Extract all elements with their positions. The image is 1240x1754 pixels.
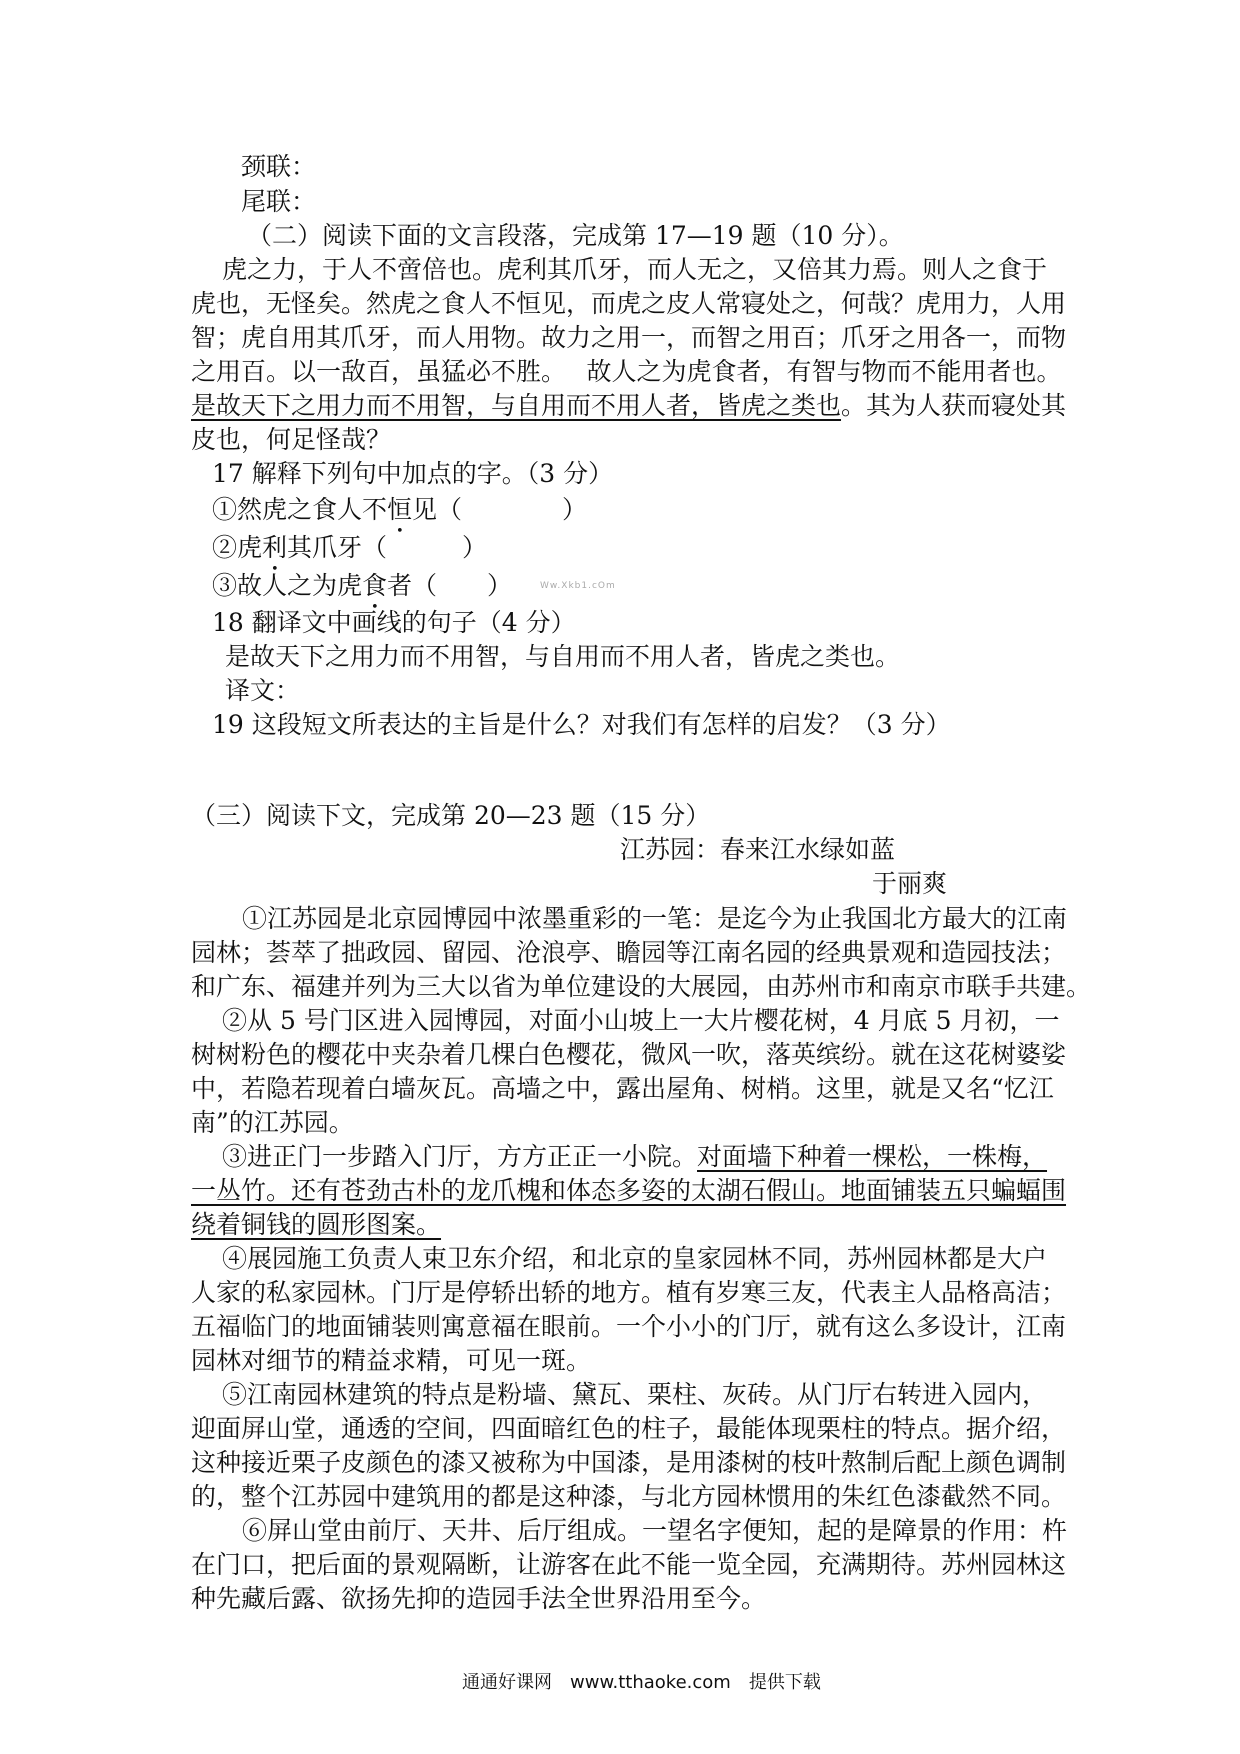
text-line: ①江苏园是北京园博园中浓墨重彩的一笔：是迄今为止我国北方最大的江南 <box>242 904 1068 933</box>
question-17: 17 解释下列句中加点的字。（3 分） <box>212 459 614 488</box>
text-line: ⑥屏山堂由前厅、天井、后厅组成。一望名字便知，起的是障景的作用：杵 <box>242 1516 1068 1545</box>
text-line: 尾联： <box>241 187 317 216</box>
text-line: 迎面屏山堂，通透的空间，四面暗红色的柱子，最能体现栗柱的特点。据介绍， <box>191 1414 1067 1443</box>
question-19: 19 这段短文所表达的主旨是什么？对我们有怎样的启发？（3 分） <box>212 710 951 739</box>
text-span: ③进正门一步踏入门厅，方方正正一小院。 <box>222 1142 698 1171</box>
text-line: 这种接近栗子皮颜色的漆又被称为中国漆，是用漆树的枝叶熬制后配上颜色调制 <box>191 1448 1067 1477</box>
text-line: 五福临门的地面铺装则寓意福在眼前。一个小小的门厅，就有这么多设计，江南 <box>191 1312 1067 1341</box>
text-line <box>222 1140 1047 1174</box>
text-line: 园林对细节的精益求精，可见一斑。 <box>191 1346 592 1375</box>
dotted-char: 食 <box>362 571 388 600</box>
text-line: ④展园施工负责人束卫东介绍，和北京的皇家园林不同，苏州园林都是大户 <box>222 1244 1048 1273</box>
text-line: 之用百。以一敌百，虽猛必不胜。 故人之为虎食者，有智与物而不能用者也。 <box>191 357 1062 386</box>
section-heading: （三）阅读下文，完成第 20—23 题（15 分） <box>191 801 711 830</box>
text-span: ①然虎之食人不 <box>212 495 388 524</box>
text-span: ③故人之为虎 <box>212 571 363 600</box>
text-line: 园林；荟萃了拙政园、留园、沧浪亭、瞻园等江南名园的经典景观和造园技法； <box>191 938 1067 967</box>
text-line: 智；虎自用其爪牙，而人用物。故力之用一，而智之用百；爪牙之用各一，而物 <box>191 323 1067 352</box>
answer-blank: 见（ ） <box>412 495 588 524</box>
text-line: 在门口，把后面的景观隔断，让游客在此不能一览全园，充满期待。苏州园林这 <box>191 1550 1067 1579</box>
text-line: 和广东、福建并列为三大以省为单位建设的大展园，由苏州市和南京市联手共建。 <box>191 972 1092 1001</box>
text-line: 种先藏后露、欲扬先抑的造园手法全世界沿用至今。 <box>191 1584 767 1613</box>
text-line: 虎也，无怪矣。然虎之食人不恒见，而虎之皮人常寝处之，何哉？虎用力，人用 <box>191 289 1067 318</box>
text-line: ②从 5 号门区进入园博园，对面小山坡上一大片樱花树，4 月底 5 月初，一 <box>222 1006 1060 1035</box>
text-line: 中，若隐若现着白墙灰瓦。高墙之中，露出屋角、树梢。这里，就是又名“忆江 <box>191 1074 1054 1103</box>
text-span: 。其为人获而寝处其 <box>841 391 1067 420</box>
text-line: 南”的江苏园。 <box>191 1108 354 1137</box>
text-line <box>191 389 1066 423</box>
page-footer: 通通好课网 www.tthaoke.com 提供下载 <box>462 1672 821 1693</box>
article-author: 于丽爽 <box>872 869 948 898</box>
dotted-char: 利 <box>262 533 288 562</box>
text-line: 皮也，何足怪哉？ <box>191 425 392 454</box>
dotted-char: 恒 <box>387 495 413 524</box>
question-18: 18 翻译文中画线的句子（4 分） <box>212 608 576 637</box>
text-line: 颈联： <box>241 152 317 181</box>
text-line: 树树粉色的樱花中夹杂着几棵白色樱花，微风一吹，落英缤纷。就在这花树婆娑 <box>191 1040 1067 1069</box>
answer-blank: 者（ ） <box>387 571 513 600</box>
text-line: 是故天下之用力而不用智，与自用而不用人者，皆虎之类也。 <box>225 642 901 671</box>
underlined-sentence: 一丛竹。还有苍劲古朴的龙爪槐和体态多姿的太湖石假山。地面铺装五只蝙蝠围 <box>191 1176 1067 1205</box>
text-line: 的，整个江苏园中建筑用的都是这种漆，与北方园林惯用的朱红色漆截然不同。 <box>191 1482 1067 1511</box>
text-line: ⑤江南园林建筑的特点是粉墙、黛瓦、栗柱、灰砖。从门厅右转进入园内， <box>222 1380 1048 1409</box>
answer-blank: 其爪牙（ ） <box>287 533 488 562</box>
text-span: ②虎 <box>212 533 263 562</box>
article-title: 江苏园：春来江水绿如蓝 <box>620 835 896 864</box>
section-heading: （二）阅读下面的文言段落，完成第 17—19 题（10 分）。 <box>247 221 904 250</box>
text-line: 虎之力，于人不啻倍也。虎利其爪牙，而人无之，又倍其力焉。则人之食于 <box>222 255 1048 284</box>
text-line: 译文： <box>225 676 301 705</box>
underlined-sentence: 绕着铜钱的圆形图案。 <box>191 1210 442 1239</box>
text-line: 人家的私家园林。门厅是停轿出轿的地方。植有岁寒三友，代表主人品格高洁； <box>191 1278 1067 1307</box>
underlined-sentence: 对面墙下种着一棵松，一株梅， <box>697 1142 1048 1171</box>
underlined-sentence: 是故天下之用力而不用智，与自用而不用人者，皆虎之类也 <box>191 391 842 420</box>
watermark: Ww.Xkb1.cOm <box>540 581 616 591</box>
